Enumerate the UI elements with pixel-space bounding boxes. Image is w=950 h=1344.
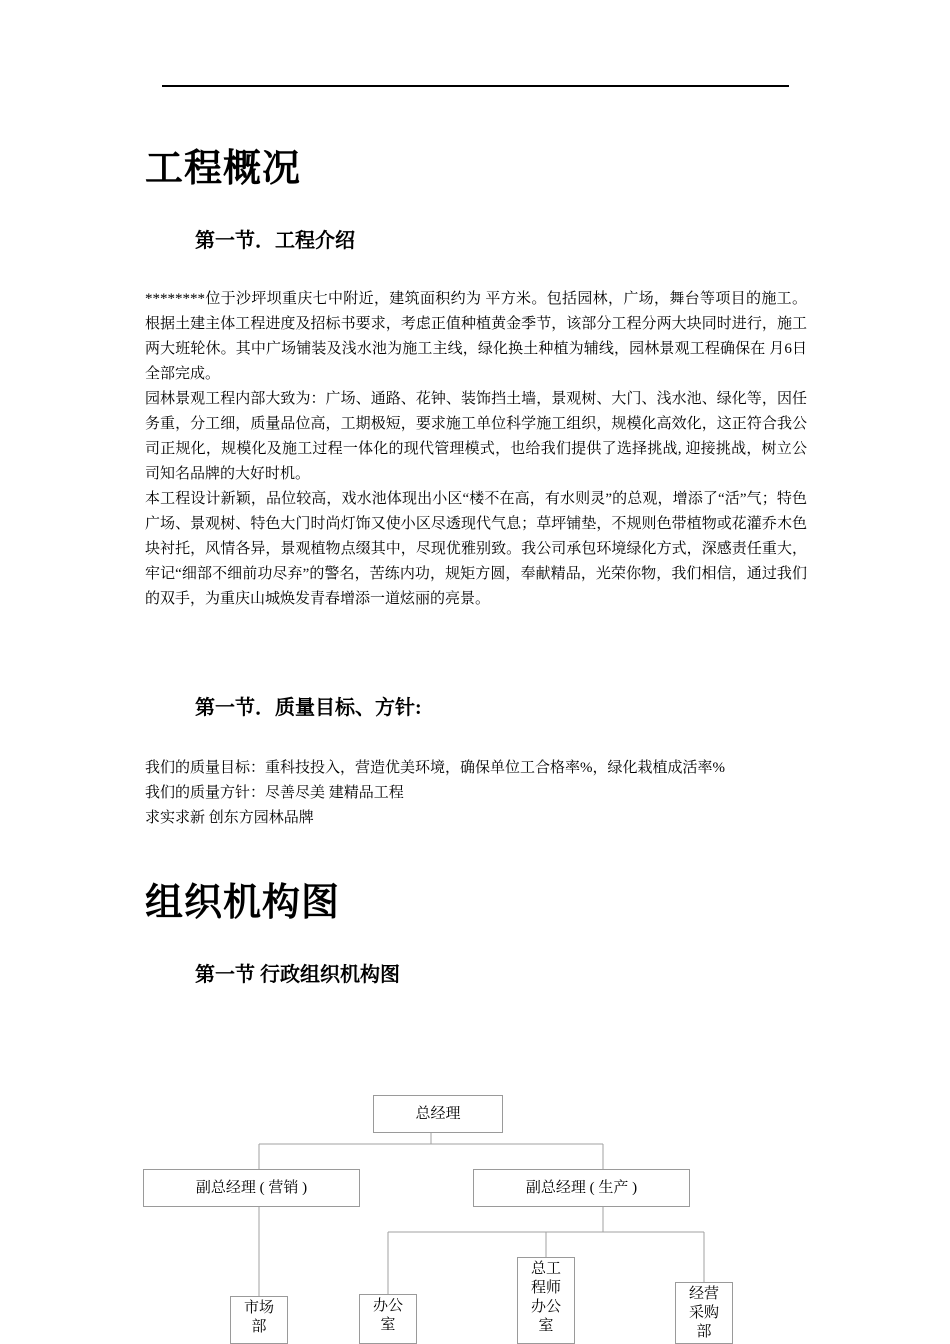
project-intro-text <box>145 287 807 612</box>
org-node-label: 副总经理 ( 营销 ) <box>195 1179 308 1196</box>
org-node-purchasing-dept <box>675 1282 733 1344</box>
quality-slogan-line: 求实求新 创东方园林品牌 <box>145 810 314 826</box>
org-node-label: 市场部 <box>243 1300 274 1335</box>
intro-paragraph-3: 本工程设计新颖，品位较高，戏水池体现出小区“楼不在高，有水则灵”的总观，增添了“活”气；特色广场、景观树、特色大门时尚灯饰又使小区尽透现代气息；草坪铺垫，不规则色带植物或花灌乔木色块衬托，风情各异，景观植物点缀其中，尽现优雅别致。我公司承包环境绿化方式，深感责任重大，牢记“细部不细前功尽弃”的警名，苦练内功，规矩方圆，奉献精品，光荣你物，我们相信，通过我们的双手，为重庆山城焕发青春增添一道炫丽的亮景。 <box>145 491 807 607</box>
quality-goal-line: 我们的质量目标：重科技投入，营造优美环境，确保单位工合格率%，绿化栽植成活率% <box>145 760 725 776</box>
section-title-org-structure: 组织机构图 <box>145 882 341 924</box>
org-node-vp-production <box>473 1169 690 1207</box>
org-node-label: 经营采购部 <box>688 1286 719 1340</box>
org-node-label: 办公室 <box>372 1298 403 1333</box>
org-node-market-dept <box>230 1296 288 1344</box>
org-node-label: 总工程师办公室 <box>530 1261 561 1334</box>
org-node-label: 副总经理 ( 生产 ) <box>525 1179 638 1196</box>
subsection-title-admin-org: 第一节 行政组织机构图 <box>195 964 400 986</box>
org-node-office <box>359 1294 417 1344</box>
subsection-title-project-intro: 第一节．工程介绍 <box>195 230 355 252</box>
org-node-general-manager <box>373 1095 503 1133</box>
org-node-label: 总经理 <box>415 1105 461 1122</box>
section-title-project-overview: 工程概况 <box>145 148 302 190</box>
subsection-title-quality: 第一节．质量目标、方针: <box>195 697 422 719</box>
intro-paragraph-2: 园林景观工程内部大致为：广场、通路、花钟、装饰挡土墙，景观树、大门、浅水池、绿化等，因任务重，分工细，质量品位高，工期极短，要求施工单位科学施工组织，规模化高效化，这正符合我公司正规化，规模化及施工过程一体化的现代管理模式，也给我们提供了选择挑战, 迎接挑战，树立公司知名品牌的大好时机。 <box>145 391 807 482</box>
quality-policy-line: 我们的质量方针：尽善尽美 建精品工程 <box>145 785 404 801</box>
org-node-chief-engineer-office <box>517 1257 575 1344</box>
header-rule <box>162 85 789 87</box>
org-node-vp-sales <box>143 1169 360 1207</box>
intro-paragraph-1: ********位于沙坪坝重庆七中附近，建筑面积约为 平方米。包括园林，广场，舞台等项目的施工。根据土建主体工程进度及招标书要求，考虑正值种植黄金季节，该部分工程分两大块同时进行，施工两大班轮休。其中广场铺装及浅水池为施工主线，绿化换土种植为辅线，园林景观工程确保在 月6日全部完成。 <box>145 291 807 382</box>
